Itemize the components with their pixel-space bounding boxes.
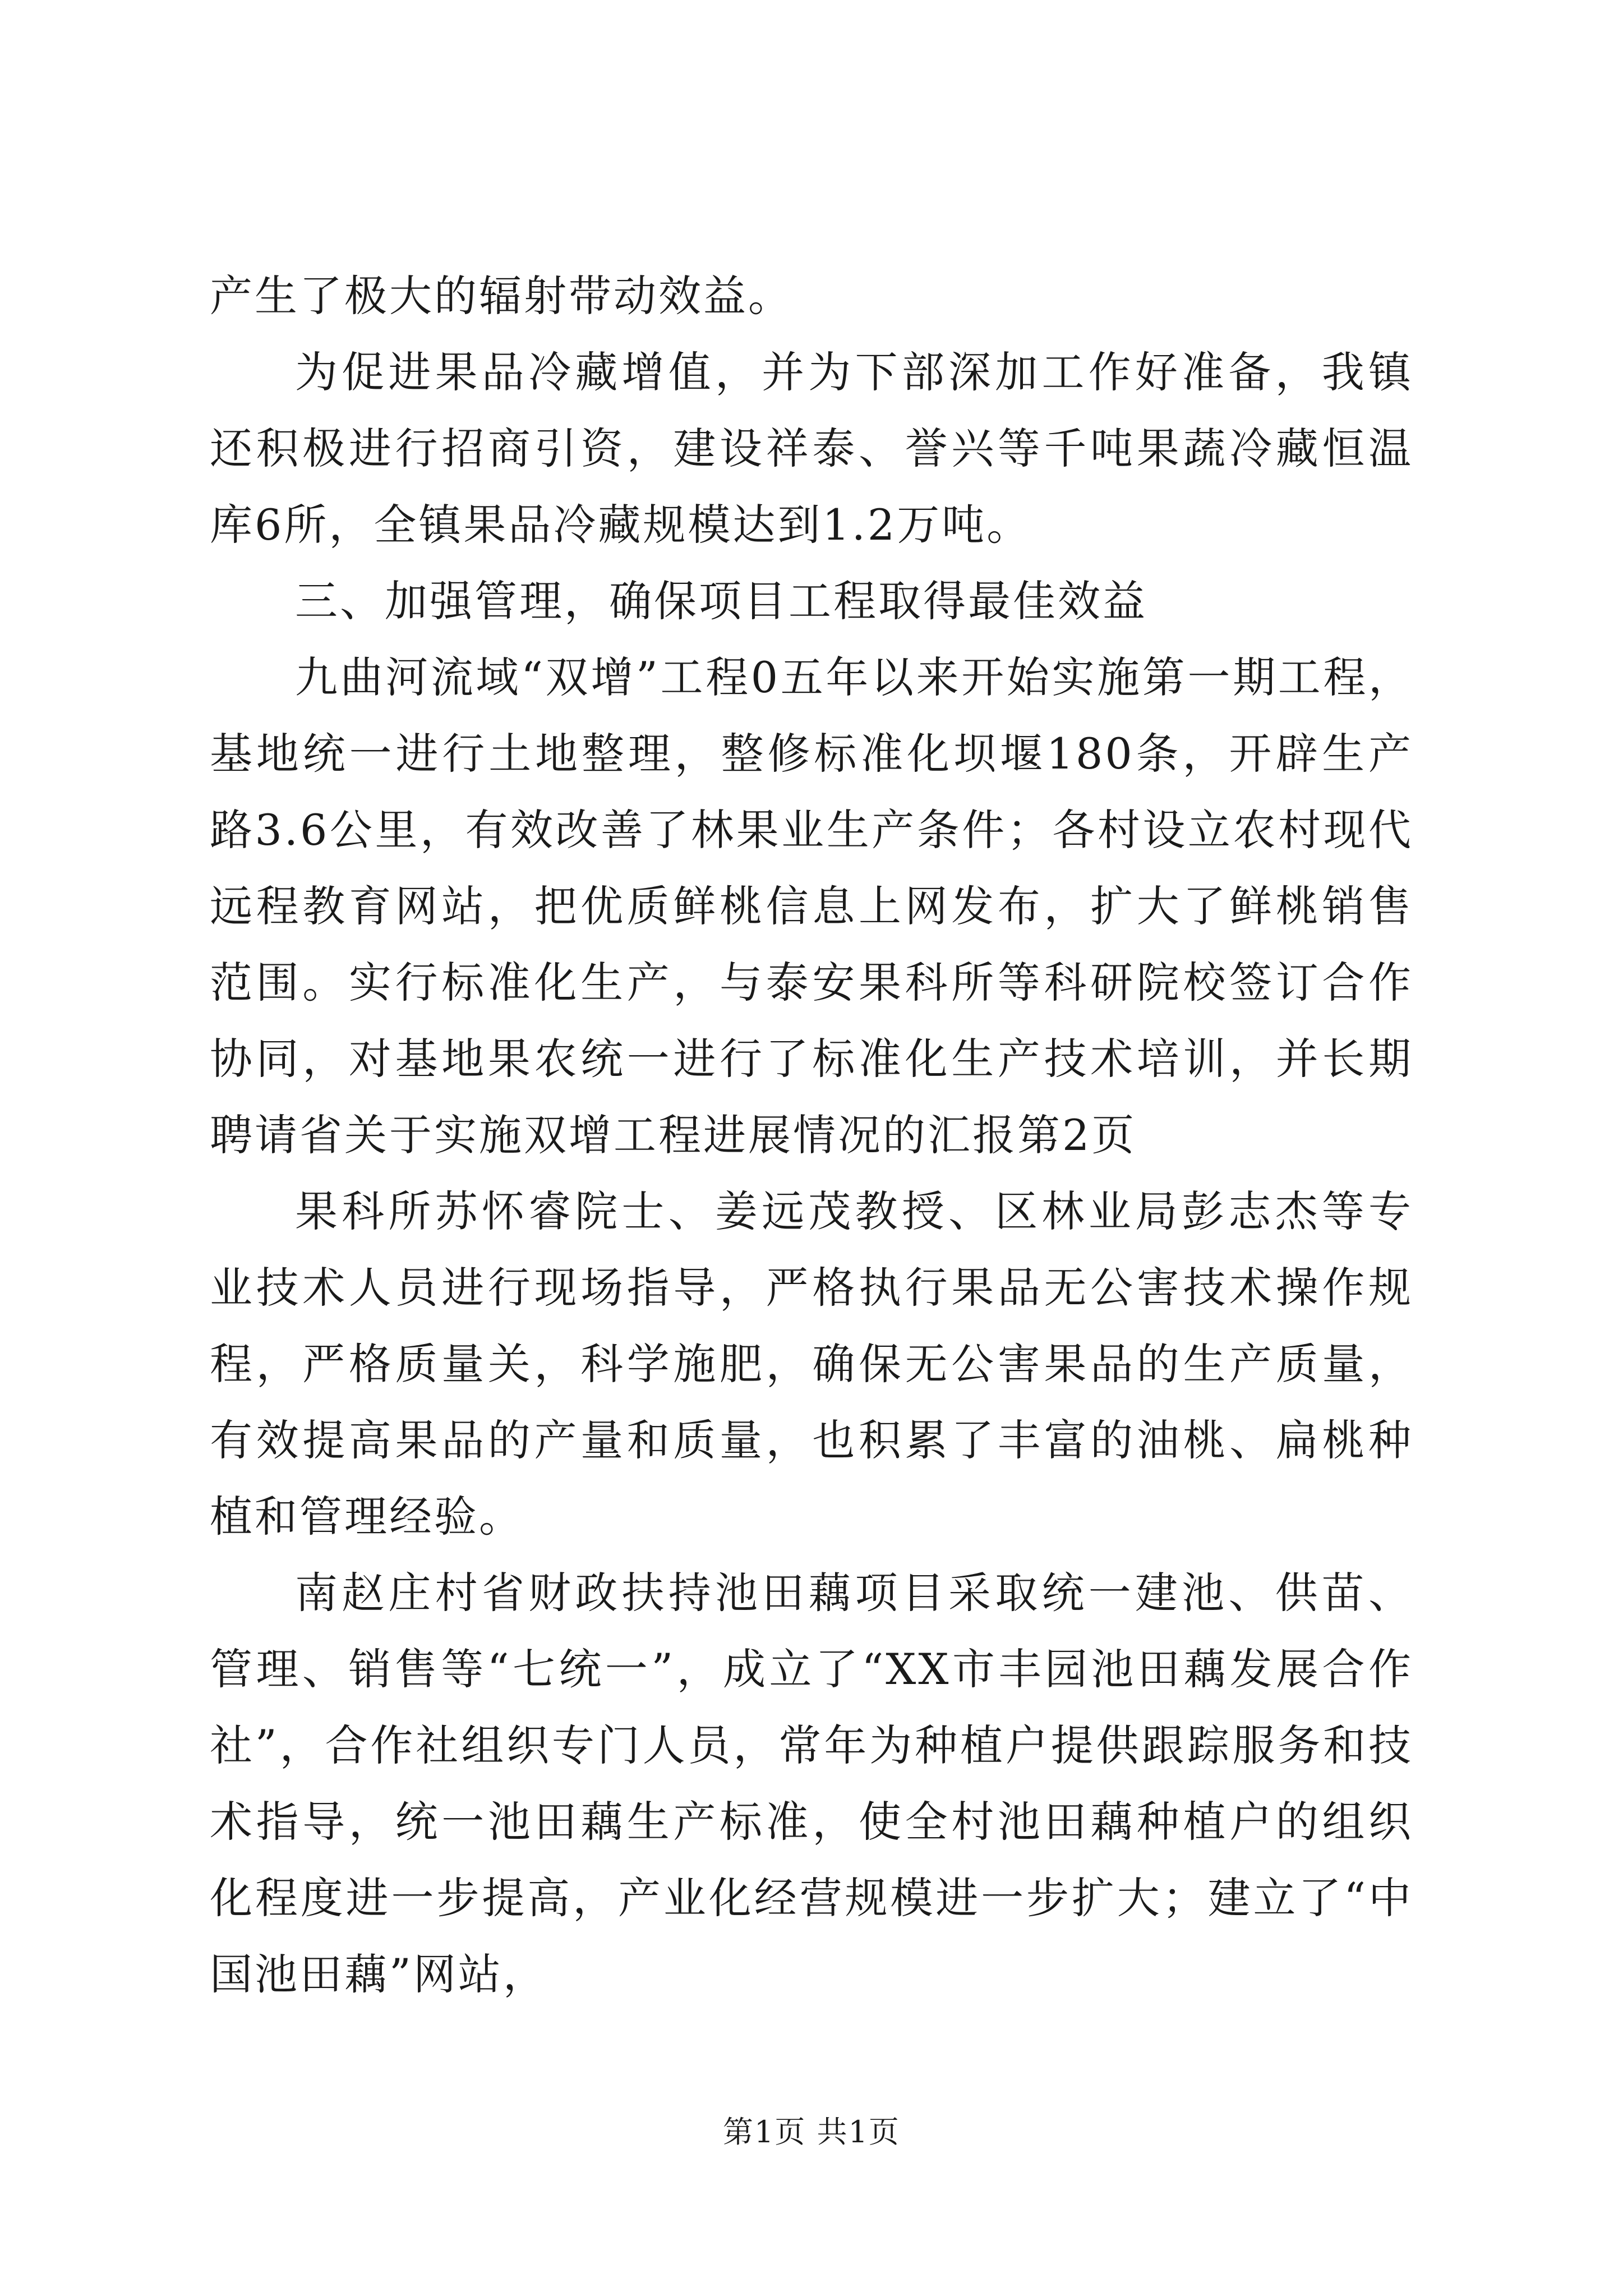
paragraph-cold-storage: 为促进果品冷藏增值，并为下部深加工作好准备，我镇还积极进行招商引资，建设祥泰、誉兴等千吨果蔬冷藏恒温库6所，全镇果品冷藏规模达到1.2万吨。 bbox=[210, 347, 1413, 550]
page-footer: 第1页 共1页 bbox=[723, 2114, 900, 2150]
paragraph-nanzhaozhuang-lotus: 南赵庄村省财政扶持池田藕项目采取统一建池、供苗、管理、销售等“七统一”，成立了“XX市丰园池田藕发展合作社”，合作社组织专门人员，常年为种植户提供跟踪服务和技术指导，统一池田藕生产标准，使全村池田藕种植户的组织化程度进一步提高，产业化经营规模进一步扩大；建立了“中国池田藕”网站， bbox=[210, 1568, 1413, 1999]
paragraph-continuation: 产生了极大的辐射带动效益。 bbox=[210, 271, 793, 321]
paragraph-expert-guidance: 果科所苏怀睿院士、姜远茂教授、区林业局彭志杰等专业技术人员进行现场指导，严格执行果品无公害技术操作规程，严格质量关，科学施肥，确保无公害果品的生产质量，有效提高果品的产量和质量，也积累了丰富的油桃、扁桃种植和管理经验。 bbox=[210, 1186, 1413, 1542]
paragraph-jiuqu-river-project: 九曲河流域“双增”工程0五年以来开始实施第一期工程，基地统一进行土地整理，整修标准化坝堰180条，开辟生产路3.6公里，有效改善了林果业生产条件；各村设立农村现代远程教育网站，把优质鲜桃信息上网发布，扩大了鲜桃销售范围。实行标准化生产，与泰安果科所等科研院校签订合作协同，对基地果农统一进行了标准化生产技术培训，并长期聘请省关于实施双增工程进展情况的汇报第2页 bbox=[210, 652, 1413, 1160]
document-body bbox=[210, 258, 1413, 2013]
section-heading-management: 三、加强管理，确保项目工程取得最佳效益 bbox=[295, 576, 1147, 626]
